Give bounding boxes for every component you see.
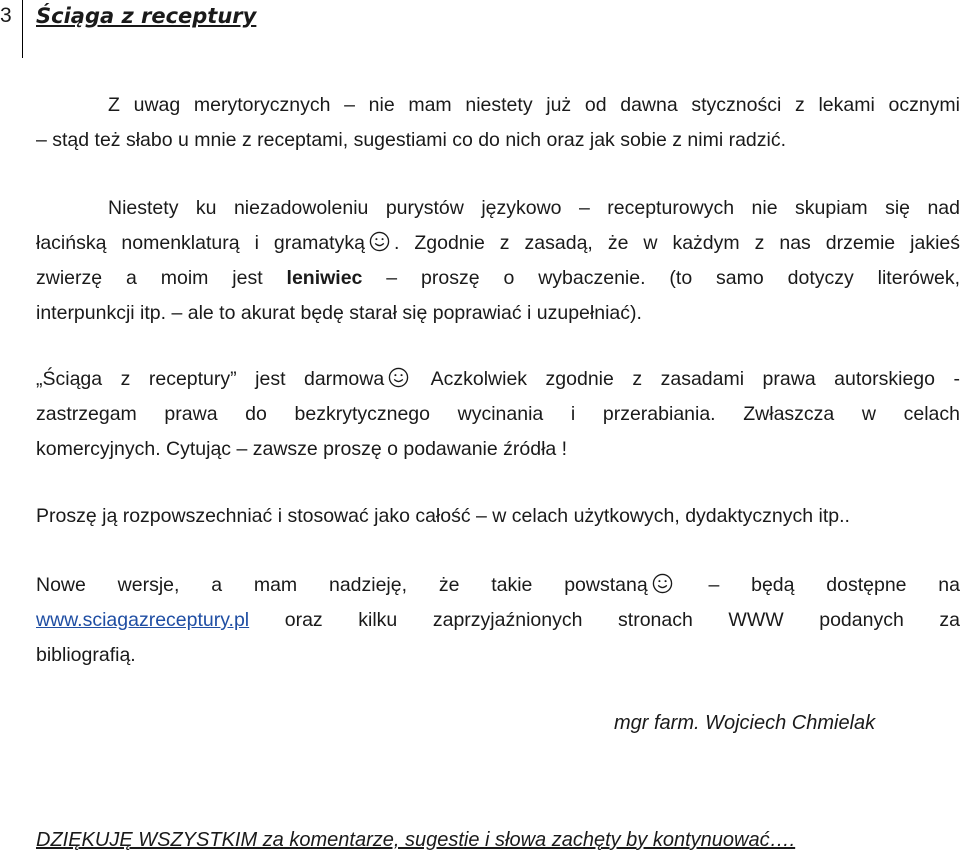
smiley-icon bbox=[652, 573, 673, 594]
thanks-note: DZIĘKUJĘ WSZYSTKIM za komentarze, sugestie i słowa zachęty by kontynuować…. bbox=[36, 829, 796, 851]
text-run: Nowe wersje, a mam nadzieję, że takie powstaną bbox=[36, 574, 648, 596]
paragraph-purists bbox=[36, 191, 960, 331]
text-run: zwierzę a moim jest bbox=[36, 267, 287, 289]
text-run: Aczkolwiek zgodnie z zasadami prawa autorskiego - bbox=[413, 368, 960, 390]
paragraph-line: zastrzegam prawa do bezkrytycznego wycinania i przerabiania. Zwłaszcza w celach bbox=[36, 403, 960, 425]
text-run: . Zgodnie z zasadą, że w każdym z nas drzemie jakieś bbox=[393, 232, 960, 254]
paragraph-line: interpunkcji itp. – ale to akurat będę starał się poprawiać i uzupełniać). bbox=[36, 302, 642, 324]
paragraph-line bbox=[36, 603, 960, 638]
smiley-icon bbox=[369, 231, 390, 252]
header-title: Ściąga z receptury bbox=[36, 4, 257, 28]
paragraph-line bbox=[36, 261, 960, 296]
paragraph-line: Proszę ją rozpowszechniać i stosować jako całość – w celach użytkowych, dydaktycznych itp.. bbox=[36, 505, 850, 527]
page-number: 3 bbox=[0, 4, 12, 27]
paragraph-line bbox=[36, 226, 960, 261]
bold-word: leniwiec bbox=[286, 267, 363, 289]
paragraph-new-versions bbox=[36, 568, 960, 673]
smiley-icon bbox=[388, 367, 409, 388]
website-link[interactable]: www.sciagazreceptury.pl bbox=[36, 609, 250, 631]
paragraph-line: bibliografią. bbox=[36, 644, 136, 666]
text-run: łacińską nomenklaturą i gramatyką bbox=[36, 232, 365, 254]
header-divider bbox=[22, 0, 23, 58]
paragraph-line: komercyjnych. Cytując – zawsze proszę o podawanie źródła ! bbox=[36, 438, 568, 460]
paragraph-distribution bbox=[36, 499, 960, 534]
paragraph-copyright bbox=[36, 362, 960, 467]
paragraph-line bbox=[36, 568, 960, 603]
text-run: – proszę o wybaczenie. (to samo dotyczy literówek, bbox=[362, 267, 960, 289]
paragraph-line bbox=[36, 362, 960, 397]
author-signature: mgr farm. Wojciech Chmielak bbox=[614, 712, 876, 734]
text-run: – będą dostępne na bbox=[676, 574, 960, 596]
paragraph-line: Niestety ku niezadowoleniu purystów językowo – recepturowych nie skupiam się nad bbox=[108, 197, 960, 219]
paragraph-line: – stąd też słabo u mnie z receptami, sugestiami co do nich oraz jak sobie z nimi radzić. bbox=[36, 129, 787, 151]
paragraph-intro bbox=[36, 88, 960, 158]
text-run: oraz kilku zaprzyjaźnionych stronach WWW podanych za bbox=[249, 609, 960, 631]
paragraph-line: Z uwag merytorycznych – nie mam niestety już od dawna styczności z lekami ocznymi bbox=[108, 94, 960, 116]
text-run: „Ściąga z receptury” jest darmowa bbox=[36, 368, 385, 390]
